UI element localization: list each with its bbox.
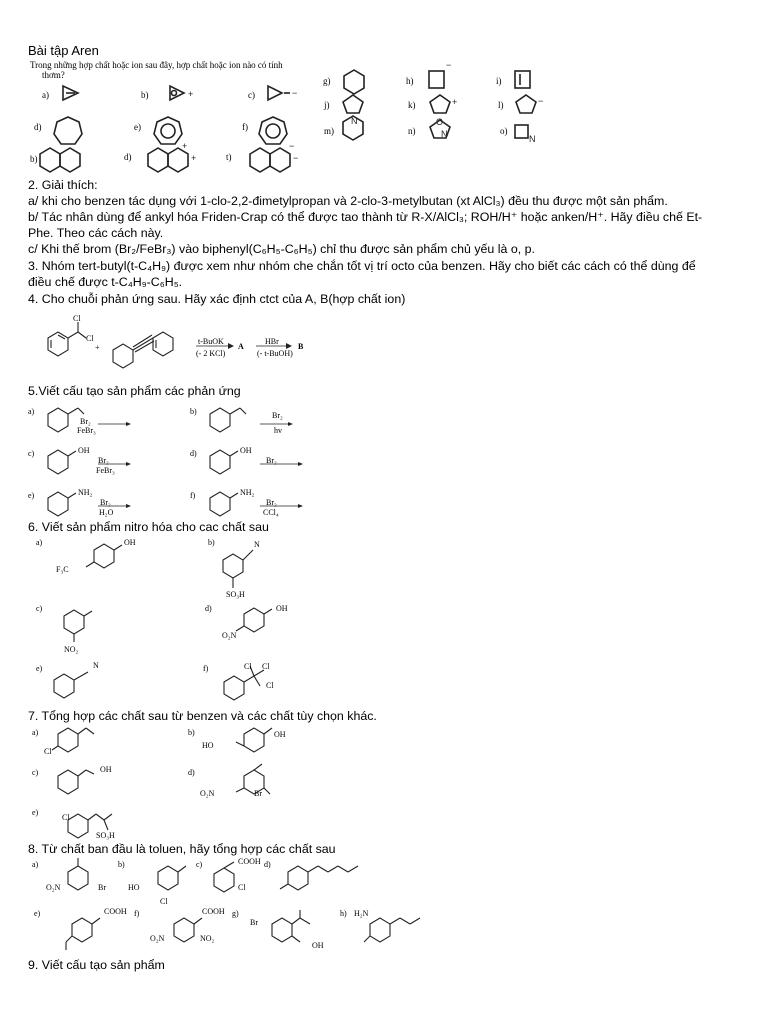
q5-d-sub: OH bbox=[240, 446, 252, 455]
q1-structure-o bbox=[515, 125, 528, 138]
diphenylacetylene bbox=[113, 344, 133, 368]
q1-label-g: g) bbox=[323, 76, 331, 86]
q1-label-i: i) bbox=[496, 76, 502, 86]
q5-label-e: e) bbox=[28, 491, 35, 500]
q2-part-c: c/ Khi thế brom (Br₂/FeBr₃) vào biphenyl(C₆H₅-C₆H₅) chỉ thu được sản phẩm chủ yếu là o, p. bbox=[28, 242, 535, 256]
q8-label-b: b) bbox=[118, 860, 125, 869]
svg-text:+: + bbox=[182, 141, 188, 151]
q1-structure-t bbox=[250, 148, 270, 172]
q8-structures bbox=[28, 858, 458, 958]
svg-text:+: + bbox=[191, 153, 197, 163]
q8-f-no2: NO₂ bbox=[200, 934, 215, 943]
q8-b-ho: HO bbox=[128, 883, 140, 892]
q1-structure-h bbox=[429, 71, 444, 88]
q7-b-ho: HO bbox=[202, 741, 214, 750]
q1-label-f: f) bbox=[242, 122, 248, 132]
q8-h-h2n: H₂N bbox=[354, 909, 369, 918]
q5-heading: 5.Viết cấu tạo sản phẩm các phản ứng bbox=[28, 384, 241, 398]
q6-f-cl-2: Cl bbox=[262, 662, 270, 671]
q6-label-c: c) bbox=[36, 604, 43, 613]
q7-d-o2n: O₂N bbox=[200, 789, 215, 798]
q4-plus: + bbox=[95, 343, 100, 352]
q1-label-b: b) bbox=[141, 90, 149, 100]
q4-reagent2-top: HBr bbox=[265, 337, 279, 346]
q5-a-top: Br₂ bbox=[80, 417, 91, 426]
q7-e-cl: Cl bbox=[62, 813, 70, 822]
q8-g-br: Br bbox=[250, 918, 258, 927]
q1-structure-d bbox=[54, 117, 82, 144]
q1-label-t: t) bbox=[226, 152, 232, 162]
q5-label-b: b) bbox=[190, 407, 197, 416]
q6-heading: 6. Viết sản phẩm nitro hóa cho cac chất sau bbox=[28, 520, 269, 534]
q7-label-c: c) bbox=[32, 768, 39, 777]
q7-heading: 7. Tổng hợp các chất sau từ benzen và các chất tùy chọn khác. bbox=[28, 709, 377, 723]
q8-e-cooh: COOH bbox=[104, 907, 127, 916]
q1-label-h: h) bbox=[406, 76, 414, 86]
q5-b-top: Br₂ bbox=[272, 411, 283, 420]
q1-prompt-line2: thơm? bbox=[42, 70, 65, 80]
q7-b-oh: OH bbox=[274, 730, 286, 739]
q8-b-cl: Cl bbox=[160, 897, 168, 906]
q8-heading: 8. Từ chất ban đầu là toluen, hãy tổng hợp các chất sau bbox=[28, 842, 336, 856]
q8-label-h: h) bbox=[340, 909, 347, 918]
q4-reagent1-top: t-BuOK bbox=[198, 337, 224, 346]
q7-c-oh: OH bbox=[100, 765, 112, 774]
q1-label-m: m) bbox=[324, 126, 334, 136]
svg-text:N: N bbox=[529, 134, 536, 144]
q8-f-cooh: COOH bbox=[202, 907, 225, 916]
svg-text:−: − bbox=[538, 96, 544, 106]
q5-label-a: a) bbox=[28, 407, 35, 416]
q1-structures bbox=[28, 58, 548, 176]
q7-d-br: Br bbox=[254, 789, 262, 798]
q1-structure-d2 bbox=[148, 148, 168, 172]
svg-text:−: − bbox=[289, 141, 295, 151]
q1-structure-e bbox=[154, 117, 182, 144]
q8-g-oh: OH bbox=[312, 941, 324, 950]
q6-label-d: d) bbox=[205, 604, 212, 613]
q5-a-bottom: FeBr₃ bbox=[77, 426, 96, 435]
q4-reagent2-bottom: (- t-BuOH) bbox=[257, 349, 293, 358]
q5-d-top: Br₂ bbox=[266, 456, 277, 465]
q1-structure-g bbox=[344, 70, 364, 94]
q4-arrowhead-1 bbox=[228, 343, 234, 349]
q7-label-d: d) bbox=[188, 768, 195, 777]
q8-f-o2n: O₂N bbox=[150, 934, 165, 943]
q1-label-d: d) bbox=[34, 122, 42, 132]
q2-part-b-line1: b/ Tác nhân dùng để ankyl hóa Friden-Crap có thể được tao thành từ R-X/AlCl₃; ROH/H⁺ hoặc anken/H⁺. Hãy điều chế Et- bbox=[28, 210, 703, 224]
q1-label-a: a) bbox=[42, 90, 49, 100]
q1-label-o: o) bbox=[500, 126, 508, 136]
svg-text:N: N bbox=[441, 129, 448, 139]
svg-text:+: + bbox=[452, 97, 458, 107]
q8-label-f: f) bbox=[134, 909, 140, 918]
q8-a-br: Br bbox=[98, 883, 106, 892]
svg-text:O: O bbox=[436, 117, 444, 127]
q1-structure-k bbox=[430, 95, 450, 113]
q1-label-c: c) bbox=[248, 90, 255, 100]
q8-a-o2n: O₂N bbox=[46, 883, 61, 892]
q1-label-e: e) bbox=[134, 122, 141, 132]
q6-label-a: a) bbox=[36, 538, 43, 547]
q8-c-cl: Cl bbox=[238, 883, 246, 892]
q4-product-b: B bbox=[298, 342, 304, 351]
q8-label-a: a) bbox=[32, 860, 39, 869]
q6-e-n: N bbox=[93, 661, 99, 670]
q1-structure-j bbox=[343, 95, 363, 113]
q6-d-o2n: O₂N bbox=[222, 631, 237, 640]
q6-f-cl-1: Cl bbox=[244, 662, 252, 671]
q6-f-cl-3: Cl bbox=[266, 681, 274, 690]
q6-b-so3h: SO₃H bbox=[226, 590, 245, 599]
svg-text:+: + bbox=[188, 89, 194, 99]
svg-text:−: − bbox=[292, 88, 298, 98]
q8-label-e: e) bbox=[34, 909, 41, 918]
q5-c-bottom: FeBr₃ bbox=[96, 466, 115, 475]
q1-label-b2: b) bbox=[30, 154, 38, 164]
q1-label-k: k) bbox=[408, 100, 416, 110]
q9-heading: 9. Viết cấu tạo sản phẩm bbox=[28, 958, 165, 972]
q5-f-bottom: CCl₄ bbox=[263, 508, 279, 517]
q8-label-g: g) bbox=[232, 909, 239, 918]
q7-label-a: a) bbox=[32, 728, 39, 737]
q1-label-l: l) bbox=[498, 100, 504, 110]
page-title: Bài tập Aren bbox=[28, 43, 99, 58]
q4-product-a: A bbox=[238, 342, 244, 351]
q6-c-no2: NO₂ bbox=[64, 645, 79, 654]
q5-e-sub: NH₂ bbox=[78, 488, 93, 497]
q5-f-top: Br₂ bbox=[266, 498, 277, 507]
q4-cl-top: Cl bbox=[73, 314, 81, 323]
q6-label-e: e) bbox=[36, 664, 43, 673]
q1-structure-b2 bbox=[40, 148, 60, 172]
q6-label-b: b) bbox=[208, 538, 215, 547]
q1-structure-i bbox=[515, 71, 530, 88]
q1-structure-l bbox=[516, 95, 536, 113]
q5-label-d: d) bbox=[190, 449, 197, 458]
q3-line2: điều chế được t-C₄H₉-C₆H₅. bbox=[28, 275, 183, 289]
q8-label-d: d) bbox=[264, 860, 271, 869]
q4-reagent1-bottom: (- 2 KCl) bbox=[196, 349, 226, 358]
q6-label-f: f) bbox=[203, 664, 209, 673]
q7-a-cl: Cl bbox=[44, 747, 52, 756]
q1-structure-f bbox=[259, 117, 287, 144]
svg-text:N: N bbox=[351, 116, 358, 126]
q7-label-e: e) bbox=[32, 808, 39, 817]
q5-e-top: Br₂ bbox=[100, 498, 111, 507]
q4-cl-right: Cl bbox=[86, 334, 94, 343]
q7-structures bbox=[28, 724, 328, 844]
q6-a-cf3: F₃C bbox=[56, 565, 69, 574]
svg-text:−: − bbox=[293, 153, 299, 163]
q5-label-f: f) bbox=[190, 491, 196, 500]
q6-d-oh: OH bbox=[276, 604, 288, 613]
q8-c-cooh: COOH bbox=[238, 857, 261, 866]
q5-label-c: c) bbox=[28, 449, 35, 458]
q5-c-top: Br₂ bbox=[98, 456, 109, 465]
q7-label-b: b) bbox=[188, 728, 195, 737]
q8-label-c: c) bbox=[196, 860, 203, 869]
q1-label-n: n) bbox=[408, 126, 416, 136]
q1-structure-c bbox=[268, 86, 282, 100]
q6-a-oh: OH bbox=[124, 538, 136, 547]
svg-text:−: − bbox=[446, 60, 452, 70]
q1-prompt-line1: Trong những hợp chất hoặc ion sau đây, hợp chất hoặc ion nào có tính bbox=[30, 60, 283, 70]
q5-f-sub: NH₂ bbox=[240, 488, 255, 497]
aromaticity-question-figure bbox=[28, 58, 548, 176]
q5-b-bottom: hv bbox=[274, 426, 282, 435]
q5-c-sub: OH bbox=[78, 446, 90, 455]
q6-b-n: N bbox=[254, 540, 260, 549]
q1-label-d2: d) bbox=[124, 152, 132, 162]
q7-e-so3h: SO₃H bbox=[96, 831, 115, 840]
q2-part-b-line2: Phe. Theo các cách này. bbox=[28, 226, 164, 240]
q5-e-bottom: H₂O bbox=[99, 508, 114, 517]
q2-heading: 2. Giải thích: bbox=[28, 178, 98, 192]
q6-structures bbox=[28, 536, 328, 706]
q1-label-j: j) bbox=[324, 100, 330, 110]
q2-part-a: a/ khi cho benzen tác dụng với 1-clo-2,2-đimetylpropan và 2-clo-3-metylbutan (xt AlCl₃) đều thu được một sản phẩm. bbox=[28, 194, 668, 208]
q3-line1: 3. Nhóm tert-butyl(t-C₄H₉) được xem như nhóm che chắn tốt vị trí octo của benzen. Hãy cho biết các cách có thể dùng để bbox=[28, 259, 696, 273]
q4-heading: 4. Cho chuỗi phản ứng sau. Hãy xác định ctct của A, B(hợp chất ion) bbox=[28, 292, 406, 306]
q4-reaction-scheme bbox=[28, 310, 318, 382]
